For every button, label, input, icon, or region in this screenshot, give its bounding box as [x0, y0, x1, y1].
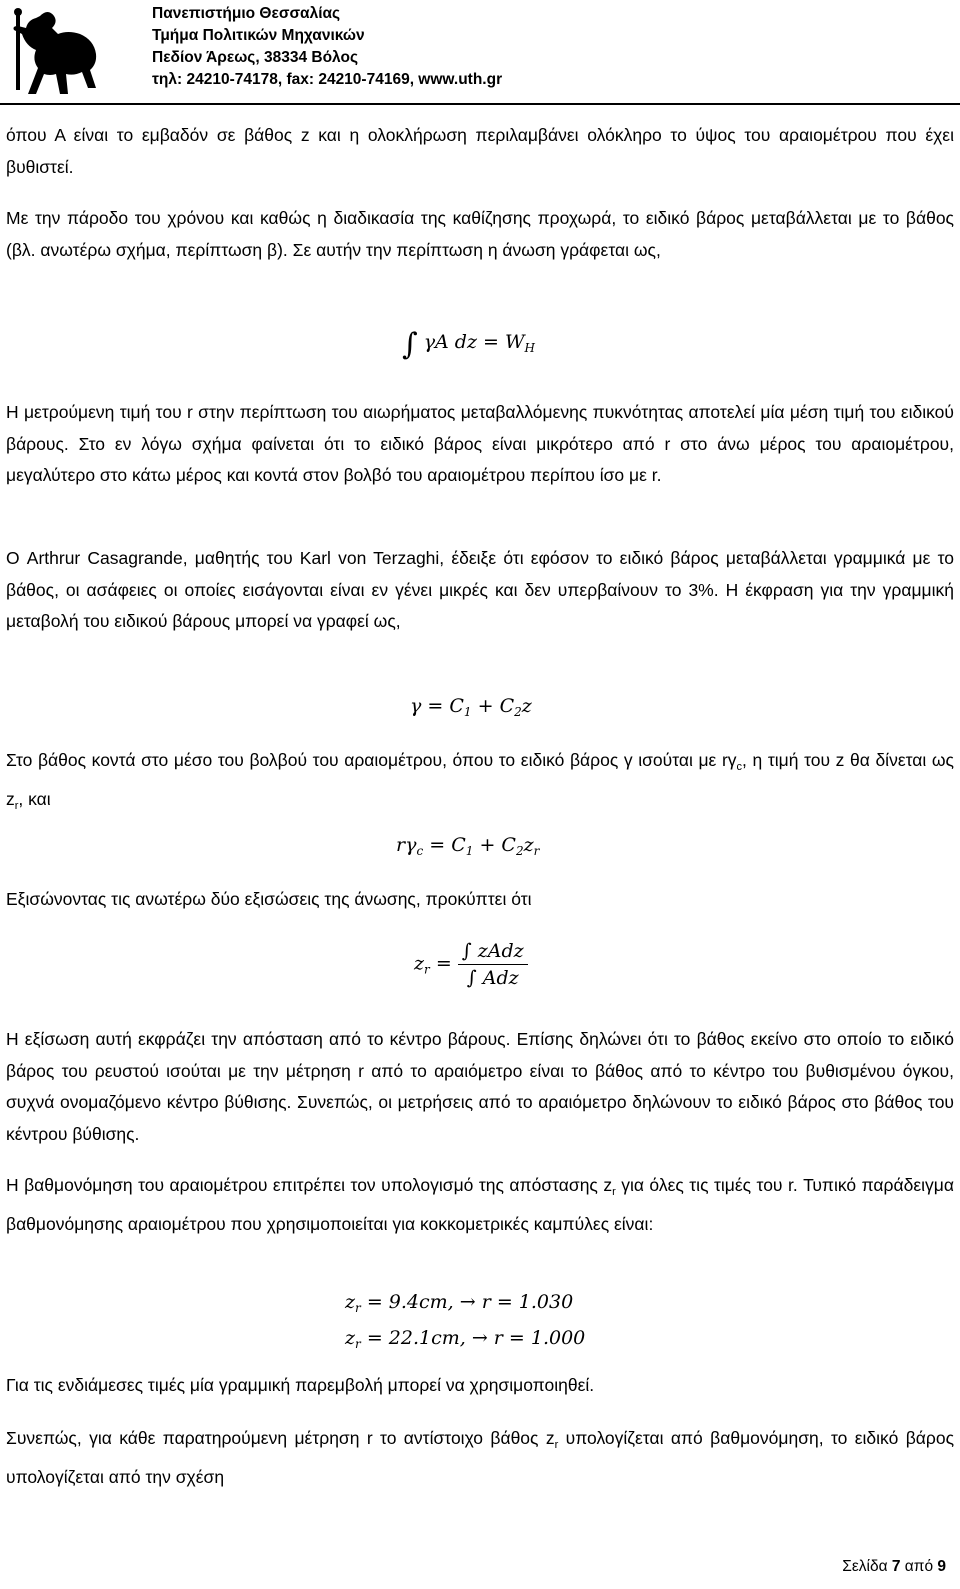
integral-sign: ∫ — [402, 327, 418, 362]
p5-sub-c: c — [736, 761, 743, 773]
eq3-c2: C — [501, 834, 516, 856]
equation-bulb — [396, 834, 539, 858]
footer-middle: από — [900, 1558, 938, 1575]
eq3-z: z — [523, 834, 534, 856]
page-footer — [842, 1558, 946, 1576]
p5-part-a: Στο βάθος κοντά στο μέσο του βολβού του αραιομέτρου, όπου το ειδικό βάρος γ ισούται με rγ — [6, 750, 737, 770]
cal2-arrow: → — [471, 1327, 488, 1349]
p8-part-a: Η βαθμονόμηση του αραιομέτρου επιτρέπει τον υπολογισμό της απόστασης z — [6, 1175, 613, 1195]
eq4-den-text: Adz — [482, 967, 519, 989]
page-header — [0, 0, 960, 120]
p5-part-b: , η τιμή του z θα δίνεται ως z — [6, 750, 954, 809]
eq4-num-integral: ∫ — [461, 940, 472, 962]
eq3-c1: C — [451, 834, 466, 856]
cal1-z: z — [345, 1291, 356, 1313]
eq2-equals: = — [427, 695, 444, 717]
eq4-den-integral: ∫ — [466, 967, 477, 989]
eq2-c1-sub: 1 — [463, 705, 472, 719]
paragraph-2: Με την πάροδο του χρόνου και καθώς η διαδικασία της καθίζησης προχωρά, το ειδικό βάρος μεταβάλλεται με το βάθος (βλ. ανωτέρω σχήμα, περίπτωση β). Σε αυτήν την περίπτωση η άνωση γράφεται ως, — [6, 208, 954, 260]
header-divider — [0, 103, 960, 105]
p5-part-c: , και — [18, 788, 51, 809]
paragraph-5 — [6, 745, 954, 822]
cal2-value: = 22.1cm, — [366, 1327, 466, 1349]
eq4-lhs-sub: r — [424, 962, 430, 977]
paragraph-9: Για τις ενδιάμεσες τιμές μία γραμμική παρεμβολή μπορεί να χρησιμοποιηθεί. — [6, 1375, 595, 1395]
eq3-lhs-sub: c — [416, 844, 424, 858]
eq3-plus: + — [479, 834, 496, 856]
equation-centroid — [414, 940, 528, 989]
eq4-lhs: z — [414, 952, 425, 975]
paragraph-3: Η μετρούμενη τιμή του r στην περίπτωση του αιωρήματος μεταβαλλόμενης πυκνότητας αποτελεί μία μέση τιμή του ειδικού βάρους. Στο εν λόγω σχήμα φαίνεται ότι το ειδικό βάρος είναι μικρότερο από r στο άνω μέρος του αραιομέτρου, μεγαλύτερο στο κάτω μέρος και κοντά στον βολβό του αραιομέτρου περίπου ίσο με r. — [6, 402, 954, 485]
paragraph-1: όπου Α είναι το εμβαδόν σε βάθος z και η ολοκλήρωση περιλαμβάνει ολόκληρο το ύψος του αραιομέτρου που έχει βυθιστεί. — [6, 125, 954, 177]
university-name: Πανεπιστήμιο Θεσσαλίας — [152, 5, 341, 22]
header-text — [152, 3, 502, 91]
eq1-equals: = — [483, 331, 499, 353]
university-logo — [10, 6, 110, 98]
eq3-c2-sub: 2 — [515, 844, 524, 858]
paragraph-10 — [6, 1423, 954, 1493]
eq1-rhs: W — [505, 331, 525, 353]
paragraph-7: Η εξίσωση αυτή εκφράζει την απόσταση από το κέντρο βάρους. Επίσης δηλώνει ότι το βάθος εκείνο στο οποίο το ειδικό βάρος του ρευστού ισούται με την μέτρηση r από το αραιόμετρο είναι το βάθος από το κέντρο του βυθισμένου όγκου, συχνά ονομαζόμενο κέντρο βύθισης. Συνεπώς, οι μετρήσεις από το αραιόμετρο δηλώνουν το ειδικό βάρος στο βάθος του κέντρου βύθισης. — [6, 1029, 954, 1144]
eq3-z-sub: r — [533, 844, 540, 858]
equation-linear — [410, 695, 532, 719]
footer-total-pages: 9 — [937, 1558, 946, 1575]
eq4-equals: = — [435, 952, 452, 975]
eq2-c2: C — [499, 695, 515, 717]
cal2-z: z — [345, 1327, 356, 1349]
department-name: Τμήμα Πολιτικών Μηχανικών — [152, 27, 365, 44]
cal1-arrow: → — [459, 1291, 476, 1313]
calibration-line-2 — [345, 1323, 585, 1359]
footer-page-number: 7 — [891, 1558, 901, 1575]
eq4-fraction — [458, 940, 528, 989]
cal1-z-sub: r — [355, 1301, 361, 1315]
eq4-num-text: zAdz — [477, 940, 524, 962]
p5-sub-r: r — [14, 799, 19, 812]
cal2-z-sub: r — [355, 1337, 361, 1351]
paragraph-4: Ο Arthrur Casagrande, μαθητής του Karl von Terzaghi, έδειξε ότι εφόσον το ειδικό βάρος μεταβάλλεται γραμμικά με το βάθος, οι ασάφειες οι οποίες εισάγονται είναι εν γένει μικρές και δεν υπερβαίνουν το 3%. Η έκφραση για την γραμμική μεταβολή του ειδικού βάρους μπορεί να γραφεί ως, — [6, 548, 954, 631]
eq2-gamma: γ — [410, 695, 422, 717]
equation-buoyancy — [402, 327, 535, 362]
p10-part-a: Συνεπώς, για κάθε παρατηρούμενη μέτρηση r το αντίστοιχο βάθος z — [6, 1428, 555, 1448]
cal1-value: = 9.4cm, — [366, 1291, 454, 1313]
eq1-lhs: γA dz — [423, 331, 477, 353]
cal1-r: r = 1.030 — [481, 1291, 574, 1313]
eq4-numerator — [458, 940, 528, 965]
eq2-z: z — [521, 695, 532, 717]
p10-sub-r: r — [554, 1439, 559, 1451]
eq4-denominator — [458, 965, 528, 989]
calibration-line-1 — [345, 1287, 585, 1323]
eq1-rhs-sub: H — [524, 341, 535, 355]
footer-prefix: Σελίδα — [842, 1558, 892, 1575]
paragraph-8 — [6, 1170, 954, 1240]
p8-part-b: για όλες τις τιμές του r. Τυπικό παράδειγμα βαθμονόμησης αραιομέτρου που χρησιμοποιείται για κοκκομετρικές καμπύλες είναι: — [6, 1175, 954, 1234]
eq3-c1-sub: 1 — [465, 844, 474, 858]
p10-part-b: υπολογίζεται από βαθμονόμηση, το ειδικό βάρος υπολογίζεται από την σχέση — [6, 1428, 955, 1487]
equation-calibration — [345, 1287, 585, 1359]
contact-line: τηλ: 24210-74178, fax: 24210-74169, www.uth.gr — [152, 71, 503, 88]
eq3-lhs: rγ — [396, 834, 417, 856]
eq2-c1: C — [449, 695, 464, 717]
eq2-c2-sub: 2 — [514, 705, 522, 719]
paragraph-6: Εξισώνοντας τις ανωτέρω δύο εξισώσεις της άνωσης, προκύπτει ότι — [6, 889, 532, 909]
eq2-plus: + — [477, 695, 494, 717]
cal2-r: r = 1.000 — [493, 1327, 586, 1349]
eq3-equals: = — [429, 834, 446, 856]
p8-sub-r: r — [612, 1186, 616, 1198]
address-line: Πεδίον Άρεως, 38334 Βόλος — [152, 49, 359, 66]
